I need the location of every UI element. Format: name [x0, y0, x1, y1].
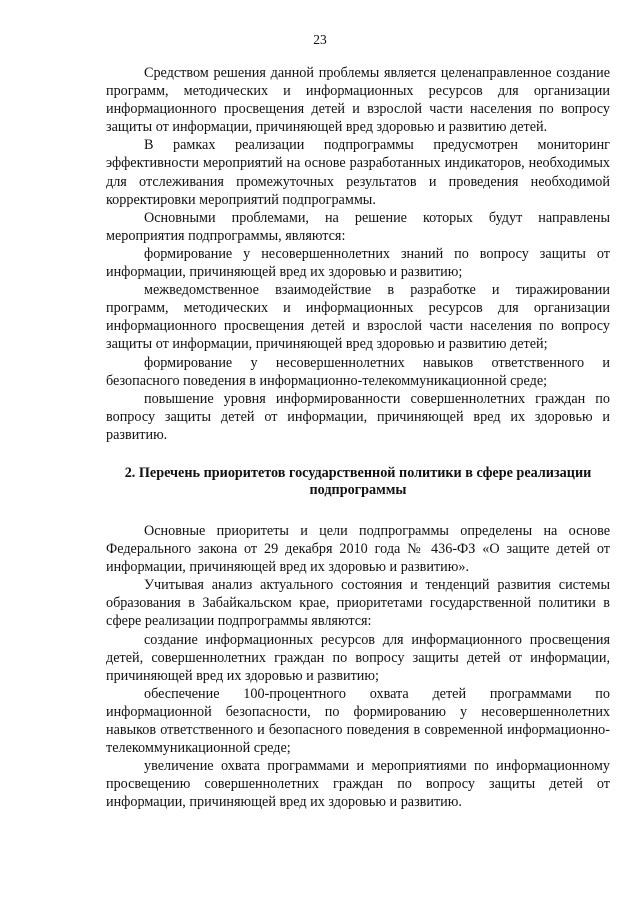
- list-item: повышение уровня информированности совершеннолетних граждан по вопросу защиты детей от информации, причиняющей вред их здоровью и развитию.: [106, 390, 610, 443]
- paragraph: Средством решения данной проблемы является целенаправленное создание программ, методических и информационных ресурсов для организации информационного просвещения детей и взрослой части населения по вопросу защиты от информации, причиняющей вред здоровью и развитию детей.: [106, 65, 610, 136]
- paragraph: Основные приоритеты и цели подпрограммы определены на основе Федерального закона от 29 декабря 2010 года № 436-ФЗ «О защите детей от информации, причиняющей вред их здоровью и развитию».: [106, 522, 610, 576]
- page-number: 23: [313, 32, 327, 47]
- section-problems: [106, 64, 610, 444]
- list-item: формирование у несовершеннолетних знаний по вопросу защиты от информации, причиняющей вред их здоровью и развитию;: [106, 245, 610, 281]
- list-item: создание информационных ресурсов для информационного просвещения детей, совершеннолетних граждан по вопросу защиты детей от информации, причиняющей вред их здоровью и развитию;: [106, 631, 610, 684]
- section-heading: 2. Перечень приоритетов государственной политики в сфере реализации подпрограммы: [124, 464, 592, 499]
- page-content: [106, 64, 610, 811]
- list-item: межведомственное взаимодействие в разработке и тиражировании программ, методических и информационных ресурсов для организации информационного просвещения детей и взрослой части населения по вопросу защиты от информации, причиняющей вред здоровью и развитию детей;: [106, 282, 610, 353]
- list-item: формирование у несовершеннолетних навыков ответственного и безопасного поведения в информационно-телекоммуникационной среде;: [106, 354, 610, 389]
- paragraph: Основными проблемами, на решение которых будут направлены мероприятия подпрограммы, являются:: [106, 209, 610, 244]
- paragraph: В рамках реализации подпрограммы предусмотрен мониторинг эффективности мероприятий на основе разработанных индикаторов, необходимых для отслеживания промежуточных результатов и проведения необходимой корректировки мероприятий подпрограммы.: [106, 137, 610, 208]
- section-priorities: [106, 522, 610, 812]
- list-item: увеличение охвата программами и мероприятиями по информационному просвещению совершеннолетних граждан по вопросу защиты детей от информации, причиняющей вред их здоровью и развитию.: [106, 758, 610, 811]
- paragraph: Учитывая анализ актуального состояния и тенденций развития системы образования в Забайкальском крае, приоритетами государственной политики в сфере реализации подпрограммы являются:: [106, 577, 610, 630]
- list-item: обеспечение 100-процентного охвата детей программами по информационной безопасности, по формированию у несовершеннолетних навыков ответственного и безопасного поведения в современной информационно-телекоммуникационной среде;: [106, 685, 610, 757]
